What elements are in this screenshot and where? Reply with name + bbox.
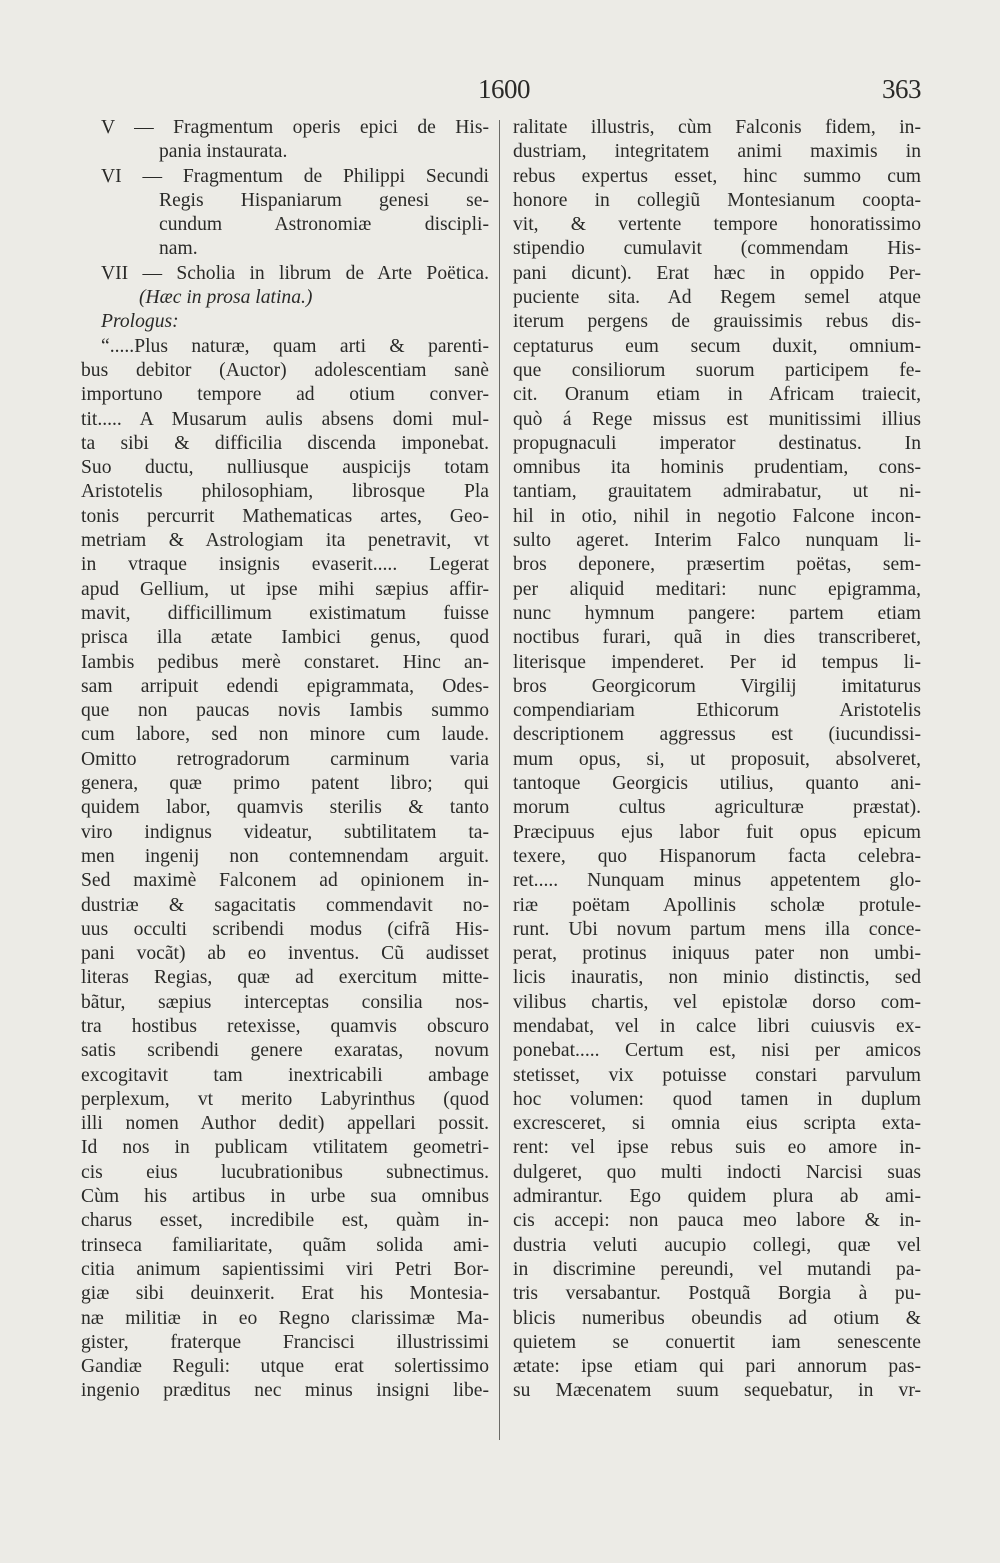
text-line: genera, quæ primo patent libro; qui — [81, 773, 489, 795]
text-line: dustriæ & sagacitatis commendavit no- — [81, 894, 489, 916]
text-line: ætate: ipse etiam qui pari annorum pas- — [513, 1356, 921, 1378]
text-line: sam arripuit edendi epigrammata, Odes- — [81, 675, 489, 697]
text-line: pania instaurata. — [159, 141, 288, 163]
text-line: dustria veluti aucupio collegi, quæ vel — [513, 1234, 921, 1256]
page-number: 363 — [882, 74, 921, 104]
text-line: Gandiæ Reguli: utque erat solertissimo — [81, 1356, 489, 1378]
text-line: charus esset, incredibile est, quàm in- — [81, 1210, 489, 1232]
text-line: cundum Astronomiæ discipli- — [159, 214, 489, 236]
text-line: nunc hymnum pangere: partem etiam — [513, 602, 921, 624]
text-line: men ingenij non contemnendam arguit. — [81, 845, 489, 867]
text-line: vilibus chartis, vel epistolæ dorso com- — [513, 991, 921, 1013]
text-line: cit. Oranum etiam in Africam traiecit, — [513, 384, 921, 406]
text-line: nam. — [159, 238, 198, 260]
text-line: puciente sita. Ad Regem semel atque — [513, 287, 921, 309]
text-line: Præcipuus ejus labor fuit opus epicum — [513, 821, 921, 843]
text-line: quietem se conuertit iam senescente — [513, 1331, 921, 1353]
text-line: perplexum, vt merito Labyrinthus (quod — [81, 1088, 489, 1110]
text-line: tris versabantur. Postquã Borgia à pu- — [513, 1283, 921, 1305]
text-line: ingenio præditus nec minus insigni libe- — [81, 1380, 489, 1402]
text-line: (Hæc in prosa latina.) — [139, 287, 313, 309]
text-line: gister, fraterque Francisci illustrissimi — [81, 1331, 489, 1353]
text-line: ret..... Nunquam minus appetentem glo- — [513, 870, 921, 892]
text-line: Prologus: — [101, 311, 179, 333]
text-line: pani vocãt) ab eo inventus. Cũ audisset — [81, 943, 489, 965]
text-line: “.....Plus naturæ, quam arti & parenti- — [101, 335, 489, 357]
text-line: perat, protinus iniquus pater non umbi- — [513, 943, 921, 965]
text-line: su Mæcenatem suum sequebatur, in vr- — [513, 1380, 921, 1402]
right-text-column — [513, 116, 921, 1404]
text-line: excogitavit tam inextricabili ambage — [81, 1064, 489, 1086]
text-line: hil in otio, nihil in negotio Falcone incon- — [513, 505, 921, 527]
text-line: Omitto retrogradorum carminum varia — [81, 748, 489, 770]
text-line: per aliquid meditari: nunc epigramma, — [513, 578, 921, 600]
text-line: excresceret, si omnia eius scripta exta- — [513, 1113, 921, 1135]
text-line: VII — Scholia in librum de Arte Poëtica. — [101, 262, 489, 284]
text-line: mendabat, vel in calce libri cuiusvis ex- — [513, 1015, 921, 1037]
text-line: næ militiæ in eo Regno clarissimæ Ma- — [81, 1307, 489, 1329]
text-line: viro indignus videatur, subtilitatem ta- — [81, 821, 489, 843]
text-line: compendiariam Ethicorum Aristotelis — [513, 700, 921, 722]
text-line: hoc volumen: quod tamen in duplum — [513, 1088, 921, 1110]
text-line: admirantur. Ego quidem plura ab ami- — [513, 1186, 921, 1208]
text-line: ta sibi & difficilia discenda imponebat. — [81, 432, 489, 454]
text-line: tantiam, grauitatem admirabatur, ut ni- — [513, 481, 921, 503]
text-line: noctibus furari, quã in dies transcriberet, — [513, 627, 921, 649]
text-line: stipendio cumulavit (commendam His- — [513, 238, 921, 260]
text-line: stetisset, vix potuisse constari parvulum — [513, 1064, 921, 1086]
text-line: apud Gellium, ut ipse mihi sæpius affir- — [81, 578, 489, 600]
text-line: quidem labor, quamvis sterilis & tanto — [81, 797, 489, 819]
text-line: literisque impenderet. Per id tempus li- — [513, 651, 921, 673]
text-line: Id nos in publicam vtilitatem geometri- — [81, 1137, 489, 1159]
text-line: ceptaturus eum secum duxit, omnium- — [513, 335, 921, 357]
text-line: quò á Rege missus est munitissimi illius — [513, 408, 921, 430]
text-line: descriptionem aggressus est (iucundissi- — [513, 724, 921, 746]
text-line: bros Georgicorum Virgilij imitaturus — [513, 675, 921, 697]
text-line: Sed maximè Falconem ad opinionem in- — [81, 870, 489, 892]
text-line: V — Fragmentum operis epici de His- — [101, 117, 489, 138]
text-line: cum labore, sed non minore cum laude. — [81, 724, 489, 746]
text-line: trinseca familiaritate, quãm solida ami- — [81, 1234, 489, 1256]
text-line: cis accepi: non pauca meo labore & in- — [513, 1210, 921, 1232]
text-line: VI — Fragmentum de Philippi Secundi — [101, 165, 489, 187]
text-line: dulgeret, quo multi indocti Narcisi suas — [513, 1161, 921, 1183]
text-line: ponebat..... Certum est, nisi per amicos — [513, 1040, 921, 1062]
text-line: riæ poëtam Apollinis scholæ protule- — [513, 894, 921, 916]
text-line: uus occulti scribendi modus (cifrã His- — [81, 918, 489, 940]
text-line: tonis percurrit Mathematicas artes, Geo- — [81, 505, 489, 527]
text-line: Aristotelis philosophiam, librosque Pla — [81, 481, 489, 503]
text-line: Suo ductu, nulliusque auspicijs totam — [81, 457, 489, 479]
text-line: giæ sibi deuinxerit. Erat his Montesia- — [81, 1283, 489, 1305]
text-line: rebus expertus esset, hinc summo cum — [513, 165, 921, 187]
text-line: tantoque Georgicis utilius, quanto ani- — [513, 773, 921, 795]
text-line: licis inauratis, non minio distinctis, sed — [513, 967, 921, 989]
text-line: sulto ageret. Interim Falco nunquam li- — [513, 530, 921, 552]
text-line: Iambis pedibus merè constaret. Hinc an- — [81, 651, 489, 673]
text-line: prisca illa ætate Iambici genus, quod — [81, 627, 489, 649]
text-line: omnibus ita hominis prudentiam, cons- — [513, 457, 921, 479]
text-line: bus debitor (Auctor) adolescentiam sanè — [81, 359, 489, 381]
text-line: tit..... A Musarum aulis absens domi mul- — [81, 408, 489, 430]
left-text-column — [81, 116, 489, 1404]
text-line: mum opus, si, ut proposuit, absolveret, — [513, 748, 921, 770]
text-line: illi nomen Author dedit) appellari possit. — [81, 1113, 489, 1135]
text-line: literas Regias, quæ ad exercitum mitte- — [81, 967, 489, 989]
column-rule — [499, 120, 500, 1440]
text-line: que non paucas novis Iambis summo — [81, 700, 489, 722]
text-line: bãtur, sæpius interceptas consilia nos- — [81, 991, 489, 1013]
running-head-year: 1600 — [478, 74, 530, 104]
text-line: citia animum sapientissimi viri Petri Bor- — [81, 1258, 489, 1280]
text-line: tra hostibus retexisse, quamvis obscuro — [81, 1015, 489, 1037]
text-line: morum cultus agriculturæ præstat). — [513, 797, 921, 819]
text-line: pani dicunt). Erat hæc in oppido Per- — [513, 262, 921, 284]
text-line: metriam & Astrologiam ita penetravit, vt — [81, 530, 489, 552]
text-line: in discrimine pereundi, vel mutandi pa- — [513, 1258, 921, 1280]
text-line: importuno tempore ad otium conver- — [81, 384, 489, 406]
text-line: Regis Hispaniarum genesi se- — [159, 189, 489, 211]
text-line: mavit, difficillimum existimatum fuisse — [81, 602, 489, 624]
text-line: blicis numeribus obeundis ad otium & — [513, 1307, 921, 1329]
text-line: runt. Ubi novum partum mens illa conce- — [513, 918, 921, 940]
text-line: texere, quo Hispanorum facta celebra- — [513, 845, 921, 867]
text-line: propugnaculi imperator destinatus. In — [513, 432, 921, 454]
text-line: rent: vel ipse rebus suis eo amore in- — [513, 1137, 921, 1159]
text-line: cis eius lucubrationibus subnectimus. — [81, 1161, 489, 1183]
text-line: vit, & vertente tempore honoratissimo — [513, 214, 921, 236]
text-line: dustriam, integritatem animi maximis in — [513, 141, 921, 163]
text-line: que consiliorum suorum participem fe- — [513, 359, 921, 381]
text-line: satis scribendi genere exaratas, novum — [81, 1040, 489, 1062]
text-line: bros deponere, præsertim poëtas, sem- — [513, 554, 921, 576]
text-line: iterum pergens de grauissimis rebus dis- — [513, 311, 921, 333]
text-line: ralitate illustris, cùm Falconis fidem, in- — [513, 117, 921, 138]
text-line: in vtraque insignis evaserit..... Legerat — [81, 554, 489, 576]
text-line: honore in collegiũ Montesianum coopta- — [513, 189, 921, 211]
text-line: Cùm his artibus in urbe sua omnibus — [81, 1186, 489, 1208]
